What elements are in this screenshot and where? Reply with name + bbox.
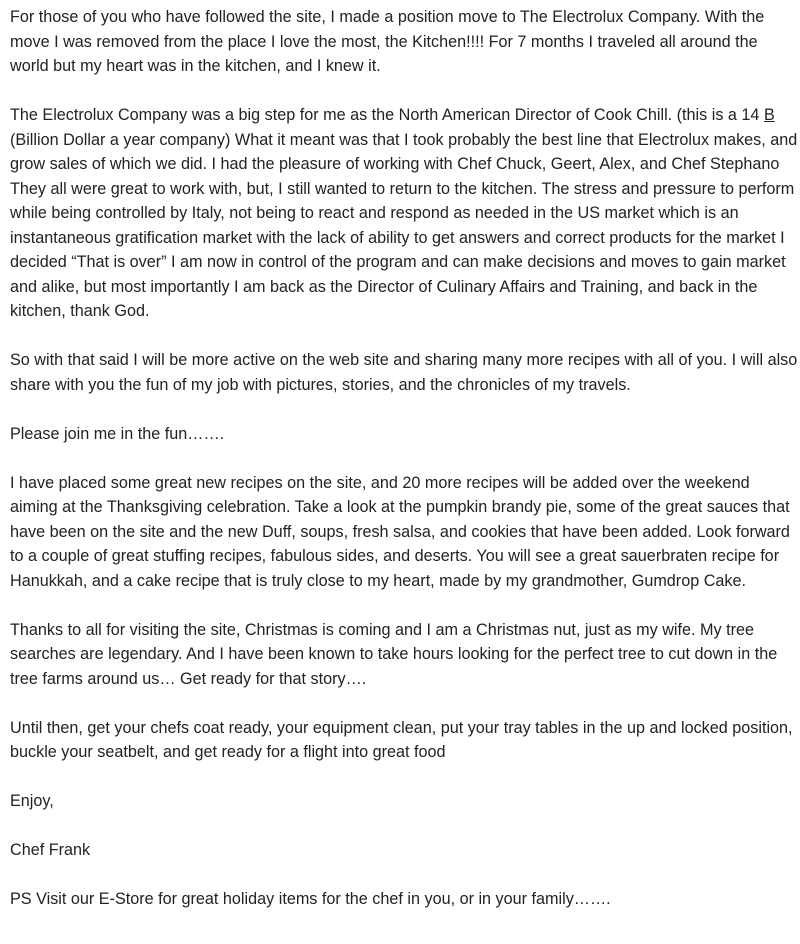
- billion-underlined: B: [763, 106, 775, 124]
- signature: Chef Frank: [10, 841, 91, 859]
- electrolux-text-end: (Billion Dollar a year company) What it meant was that I took probably the best line that Electrolux makes, and grow sales of which we did. I had the pleasure of working with Chef Chuck, Geert, Alex, and Chef Stephano They all were great to work with, but, I still wanted to return to the kitchen. The stress and pressure to perform while being controlled by Italy, not being to react and respond as needed in the US market which is an instantaneous gratification market with the lack of ability to get answers and correct products for the market I decided “That is over” I am now in control of the program and can make decisions and moves to gain market and alike, but most importantly I am back as the Director of Culinary Affairs and Training, and back in the kitchen, thank God.: [10, 130, 798, 320]
- postscript: PS Visit our E-Store for great holiday items for the chef in you, or in your family…….: [10, 890, 611, 908]
- electrolux-paragraph: [10, 103, 800, 324]
- website-paragraph: So with that said I will be more active on the web site and sharing many more recipes with all of you. I will also share with you the fun of my job with pictures, stories, and the chronicles of my travels.: [10, 351, 798, 394]
- christmas-paragraph: Thanks to all for visiting the site, Christmas is coming and I am a Christmas nut, just as my wife. My tree searches are legendary. And I have been known to take hours looking for the perfect tree to cut down in the tree farms around us… Get ready for that story….: [10, 620, 778, 688]
- closing-enjoy: Enjoy,: [10, 792, 54, 810]
- electrolux-text-start: The Electrolux Company was a big step for me as the North American Director of Cook Chill. (this is a 14: [10, 106, 764, 124]
- flight-paragraph: Until then, get your chefs coat ready, your equipment clean, put your tray tables in the up and locked position, buckle your seatbelt, and get ready for a flight into great food: [10, 718, 793, 761]
- intro-paragraph: For those of you who have followed the site, I made a position move to The Electrolux Company. With the move I was removed from the place I love the most, the Kitchen!!!! For 7 months I traveled all around the world but my heart was in the kitchen, and I knew it.: [10, 8, 765, 75]
- join-paragraph: Please join me in the fun…….: [10, 424, 225, 443]
- recipes-paragraph: I have placed some great new recipes on the site, and 20 more recipes will be added over the weekend aiming at the Thanksgiving celebration. Take a look at the pumpkin brandy pie, some of the great sauces that have been on the site and the new Duff, soups, fresh salsa, and cookies that have been added. Look forward to a couple of great stuffing recipes, fabulous sides, and deserts. You will see a great sauerbraten recipe for Hanukkah, and a cake recipe that is truly close to my heart, made by my grandmother, Gumdrop Cake.: [10, 473, 790, 590]
